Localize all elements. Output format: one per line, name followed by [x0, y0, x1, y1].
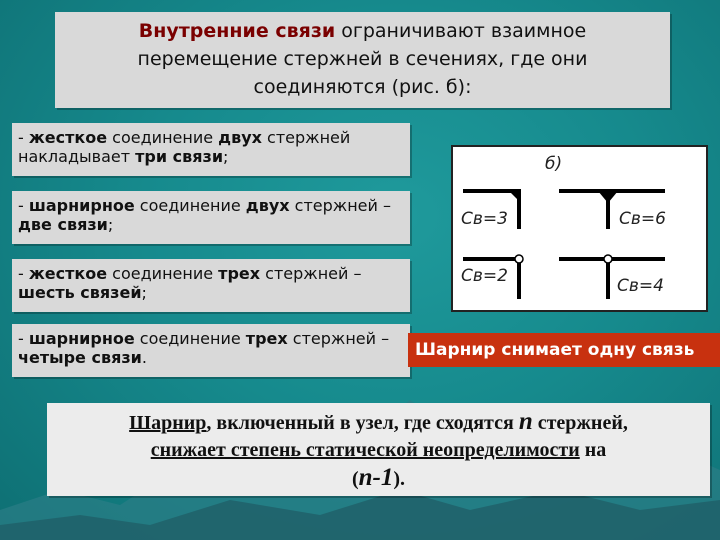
conclusion-text-2: стержней,: [532, 412, 628, 434]
n-minus-one: n-1: [358, 464, 394, 491]
slide-title: [55, 12, 670, 108]
conclusion-text-1: , включенный в узел, где сходятся: [206, 412, 519, 434]
joints-diagram: [451, 145, 708, 312]
title-line2: перемещение стержней в сечениях, где они: [137, 48, 588, 70]
rigid-corner-fill: [509, 191, 519, 201]
title-line1: ограничивают взаимное: [335, 20, 587, 42]
cv4-label: Св=4: [617, 276, 664, 296]
title-line3: соединяются (рис. б):: [253, 76, 472, 98]
joints-svg: [453, 147, 706, 310]
title-emphasis: Внутренние связи: [138, 20, 336, 42]
label-b: б): [545, 154, 563, 174]
hinge-two-icon: [515, 255, 523, 263]
conclusion-text-3: на: [579, 439, 607, 461]
cv2-label: Св=2: [461, 266, 508, 286]
hinge-word: Шарнир: [129, 412, 207, 434]
n-symbol: n: [518, 408, 533, 435]
item-rigid-two: - жесткое соединение двух стержней накладывает три связи;: [12, 123, 410, 176]
conclusion-box: [47, 403, 710, 496]
hinge-banner: Шарнир снимает одну связь: [408, 333, 720, 367]
rigid-three-corner-fill: [598, 191, 618, 203]
conclusion-underlined: снижает степень статической неопределимости: [150, 439, 580, 461]
cv6-label: Св=6: [619, 209, 666, 229]
item-rigid-three: - жесткое соединение трех стержней – шесть связей;: [12, 259, 410, 312]
paren-close: ).: [393, 468, 406, 490]
item-hinged-two: - шарнирное соединение двух стержней – две связи;: [12, 191, 410, 244]
item-hinged-three: - шарнирное соединение трех стержней – четыре связи.: [12, 324, 410, 377]
paren-open: (: [351, 468, 359, 490]
cv3-label: Св=3: [461, 209, 508, 229]
hinge-three-icon: [604, 255, 612, 263]
